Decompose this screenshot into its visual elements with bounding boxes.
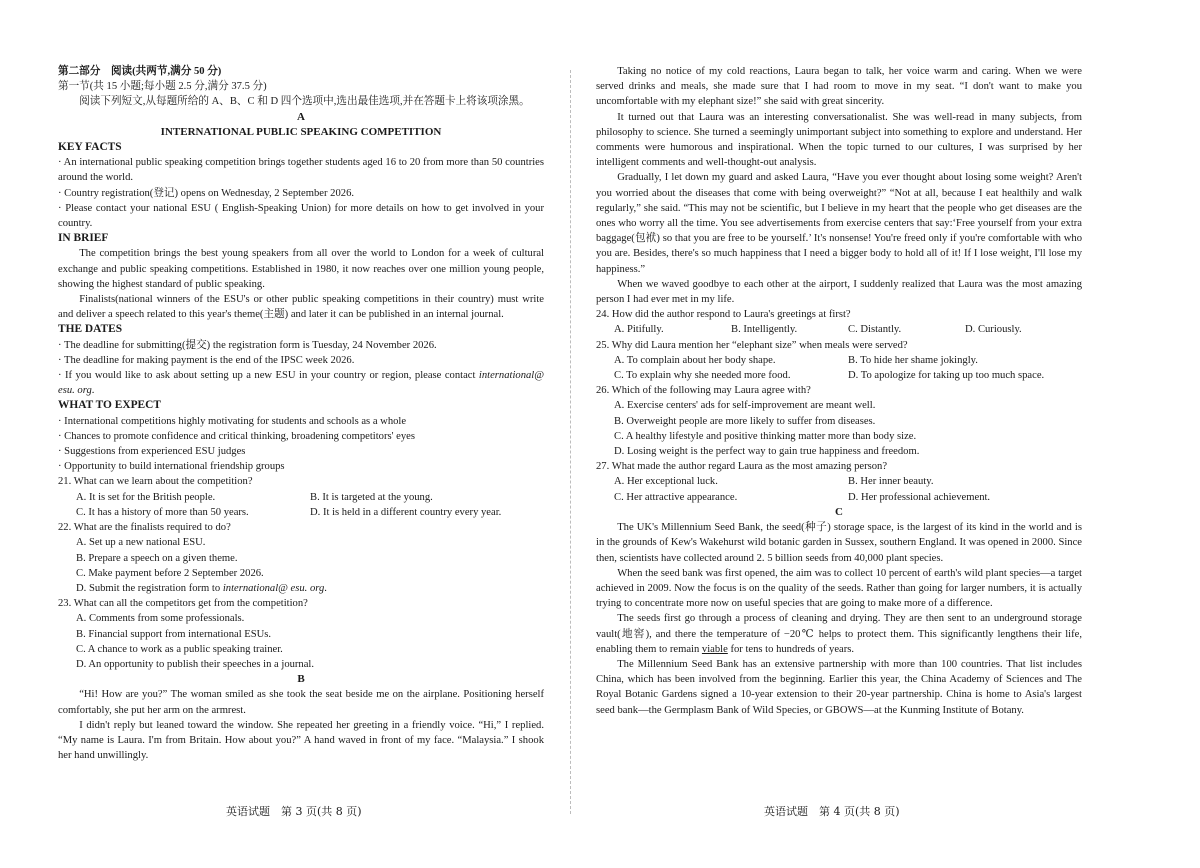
option: C. It has a history of more than 50 years. bbox=[76, 506, 249, 518]
option: D. Curiously. bbox=[965, 324, 1022, 336]
option: D. Losing weight is the perfect way to gain true happiness and freedom. bbox=[614, 446, 920, 458]
option: D. It is held in a different country every year. bbox=[310, 506, 502, 518]
option: B. Intelligently. bbox=[731, 324, 798, 336]
question-21-options bbox=[58, 490, 544, 520]
option: A. It is set for the British people. bbox=[76, 491, 216, 503]
option: A. Set up a new national ESU. bbox=[76, 537, 206, 549]
date-item: · The deadline for making payment is the end of the IPSC week 2026. bbox=[58, 354, 355, 366]
expect-item: · Suggestions from experienced ESU judges bbox=[58, 446, 246, 458]
underlined-word: viable bbox=[701, 643, 728, 655]
option: B. It is targeted at the young. bbox=[310, 491, 433, 503]
key-fact-item: · Country registration(登记) opens on Wednesday, 2 September 2026. bbox=[58, 187, 355, 199]
in-brief-paragraph: The competition brings the best young speakers from all over the world to London for a week of cultural exchange and public speaking competitions. Established in 1980, it now reaches over one million young people, showing the highest standard of public speaking. bbox=[58, 248, 544, 290]
passage-b-paragraph: It turned out that Laura was an interesting conversationalist. She was well-read in many subjects, from philosophy to science. She turned a seemingly unimportant subject into something to explore and understand. Her comments were humorous and inspirational. When the topic turned to our cultures, I was surprised by her intelligent comments and well-thought-out analysis. bbox=[596, 111, 1082, 169]
instruction: 阅读下列短文,从每题所给的 A、B、C 和 D 四个选项中,选出最佳选项,并在答题卡上将该项涂黑。 bbox=[79, 96, 530, 108]
passage-c-text: The seeds first go through a process of cleaning and drying. They are then sent to an underground storage vault(地窖), and there the temperature of −20℃ helps to protect them. This significantly lengthens their life, enabling them to remain bbox=[596, 613, 1082, 655]
question-25-stem: 25. Why did Laura mention her “elephant size” when meals were served? bbox=[596, 339, 908, 351]
option: A. Pitifully. bbox=[614, 324, 664, 336]
key-fact-item: · Please contact your national ESU ( English-Speaking Union) for more details on how to get involved in your country. bbox=[58, 202, 544, 230]
passage-a-title: INTERNATIONAL PUBLIC SPEAKING COMPETITION bbox=[160, 125, 442, 138]
expect-item: · International competitions highly motivating for students and schools as a whole bbox=[58, 415, 407, 427]
passage-c-paragraph: The UK's Millennium Seed Bank, the seed(种子) storage space, is the largest of its kind in the world and is in the grounds of Kew's Wakehurst wild botanic garden in Sussex, southern England. It was opened in 2000. Since then, scientists have collected around 2. 5 billion seeds from 40,000 plant species. bbox=[596, 522, 1082, 564]
page-footer-right: 英语试题 第 4 页(共 8 页) bbox=[764, 805, 900, 818]
passage-b-letter: B bbox=[297, 673, 305, 686]
dates-heading: THE DATES bbox=[58, 323, 123, 336]
option: C. Distantly. bbox=[848, 324, 902, 336]
passage-b-paragraph: Gradually, I let down my guard and asked Laura, “Have you ever thought about losing some weight? Aren't you worried about the diseases that come with being overweight?” “Not at all, because I eat healthily and walk regularly,” she said. “This may not be scientific, but I believe in my heart that the people who get diseases are the ones who worry all the time. You see advertisements from exercise centers that say:‘Free yourself from your extra baggage(包袱) so that you are free to be yourself.’ It's nonsense! You're freed only if you're comfortable with who you are. Besides, there's so much happiness that I need a bigger body to hold all of it! If I lose weight, I'll lose my happiness.” bbox=[596, 172, 1082, 275]
column-divider bbox=[570, 70, 571, 814]
contact-end: . bbox=[91, 385, 95, 397]
key-facts-heading: KEY FACTS bbox=[58, 141, 122, 154]
question-27-stem: 27. What made the author regard Laura as the most amazing person? bbox=[596, 461, 888, 473]
option: C. A chance to work as a public speaking trainer. bbox=[76, 643, 283, 655]
option: B. Overweight people are more likely to suffer from diseases. bbox=[614, 415, 876, 427]
option-end: . bbox=[324, 582, 327, 594]
passage-a-letter: A bbox=[297, 110, 305, 123]
subsection-title: 第一节(共 15 小题;每小题 2.5 分,满分 37.5 分) bbox=[58, 81, 267, 93]
question-24-options bbox=[596, 322, 1082, 337]
passage-b-paragraph: Taking no notice of my cold reactions, Laura began to talk, her voice warm and caring. When we were served drinks and meals, she made sure that I had room to move in my seat. “I don't want to make you uncomfortable with my elephant size!” she said with great sincerity. bbox=[596, 66, 1082, 108]
option: A. Comments from some professionals. bbox=[76, 613, 245, 625]
option: B. To hide her shame jokingly. bbox=[848, 354, 978, 366]
option-email: international@ esu. org bbox=[222, 582, 325, 594]
passage-b-paragraph: “Hi! How are you?” The woman smiled as she took the seat beside me on the airplane. Positioning herself comfortably, she put her arm on the armrest. bbox=[58, 689, 544, 716]
in-brief-paragraph: Finalists(national winners of the ESU's or other public speaking competitions in their country) must write and deliver a speech related to this year's theme(主题) and later it can be published in an internal journal. bbox=[58, 294, 544, 321]
option: A. Her exceptional luck. bbox=[614, 476, 718, 488]
question-25-options bbox=[596, 353, 1082, 383]
option: D. To apologize for taking up too much space. bbox=[848, 370, 1045, 382]
expect-item: · Opportunity to build international friendship groups bbox=[58, 461, 285, 473]
option: D. Her professional achievement. bbox=[848, 491, 991, 503]
option: B. Prepare a speech on a given theme. bbox=[76, 552, 238, 564]
section-title: 第二部分 阅读(共两节,满分 50 分) bbox=[58, 66, 222, 77]
what-to-expect-heading: WHAT TO EXPECT bbox=[58, 399, 161, 412]
passage-c-paragraph bbox=[596, 611, 1082, 657]
option bbox=[58, 581, 544, 596]
contact-email: international@ esu. org bbox=[58, 370, 544, 397]
option: D. An opportunity to publish their speeches in a journal. bbox=[76, 658, 315, 670]
option: C. Her attractive appearance. bbox=[614, 491, 738, 503]
date-item-contact bbox=[58, 368, 544, 398]
passage-c-paragraph: The Millennium Seed Bank has an extensive partnership with more than 100 countries. That list includes China, which has been involved from the beginning. Earlier this year, the China Academy of Sciences and The Royal Botanic Gardens signed a 10-year extension to their 20-year partnership. China is home to Asia's largest seed bank—the Germplasm Bank of Wild Species, or GBOWS—at the Kunming Institute of Botany. bbox=[596, 658, 1082, 716]
page-footer-left: 英语试题 第 3 页(共 8 页) bbox=[226, 805, 362, 818]
question-21-stem: 21. What can we learn about the competition? bbox=[58, 476, 253, 488]
option-text: D. Submit the registration form to bbox=[76, 582, 223, 594]
question-26-stem: 26. Which of the following may Laura agree with? bbox=[596, 385, 811, 397]
right-column bbox=[596, 64, 1082, 718]
expect-item: · Chances to promote confidence and critical thinking, broadening competitors' eyes bbox=[58, 430, 415, 442]
question-24-stem: 24. How did the author respond to Laura's greetings at first? bbox=[596, 309, 851, 321]
option: C. To explain why she needed more food. bbox=[614, 370, 791, 382]
contact-text: · If you would like to ask about setting up a new ESU in your country or region, please contact bbox=[58, 370, 476, 382]
option: C. Make payment before 2 September 2026. bbox=[76, 567, 264, 579]
option: A. To complain about her body shape. bbox=[614, 354, 776, 366]
question-27-options bbox=[596, 474, 1082, 504]
question-23-stem: 23. What can all the competitors get from the competition? bbox=[58, 598, 308, 610]
option: C. A healthy lifestyle and positive thinking matter more than body size. bbox=[614, 430, 917, 442]
key-fact-item: · An international public speaking competition brings together students aged 16 to 20 from more than 50 countries around the world. bbox=[58, 157, 544, 184]
in-brief-heading: IN BRIEF bbox=[58, 232, 109, 245]
option: A. Exercise centers' ads for self-improvement are meant well. bbox=[614, 400, 876, 412]
left-column bbox=[58, 64, 544, 763]
option: B. Financial support from international ESUs. bbox=[76, 628, 272, 640]
passage-b-paragraph: I didn't reply but leaned toward the window. She repeated her greeting in a friendly voice. “Hi,” I replied. “My name is Laura. I'm from Britain. How about you?” A hand waved in front of my face. “Malaysia.” I shook her hand unwillingly. bbox=[58, 719, 544, 762]
passage-c-paragraph: When the seed bank was first opened, the aim was to collect 10 percent of earth's wild plant species—a target achieved in 2009. Now the focus is on the quality of the seeds. Rather than going for larger numbers, it is actually trying to concentrate more now on useful species that are going to make more of a difference. bbox=[596, 567, 1082, 610]
option: B. Her inner beauty. bbox=[848, 476, 934, 488]
passage-c-text: for tens to hundreds of years. bbox=[727, 643, 855, 655]
date-item: · The deadline for submitting(提交) the registration form is Tuesday, 24 November 2026. bbox=[58, 339, 437, 351]
question-22-stem: 22. What are the finalists required to do? bbox=[58, 522, 231, 534]
passage-b-paragraph: When we waved goodbye to each other at the airport, I suddenly realized that Laura was the most amazing person I had ever met in my life. bbox=[596, 278, 1082, 306]
passage-c-letter: C bbox=[835, 505, 843, 518]
